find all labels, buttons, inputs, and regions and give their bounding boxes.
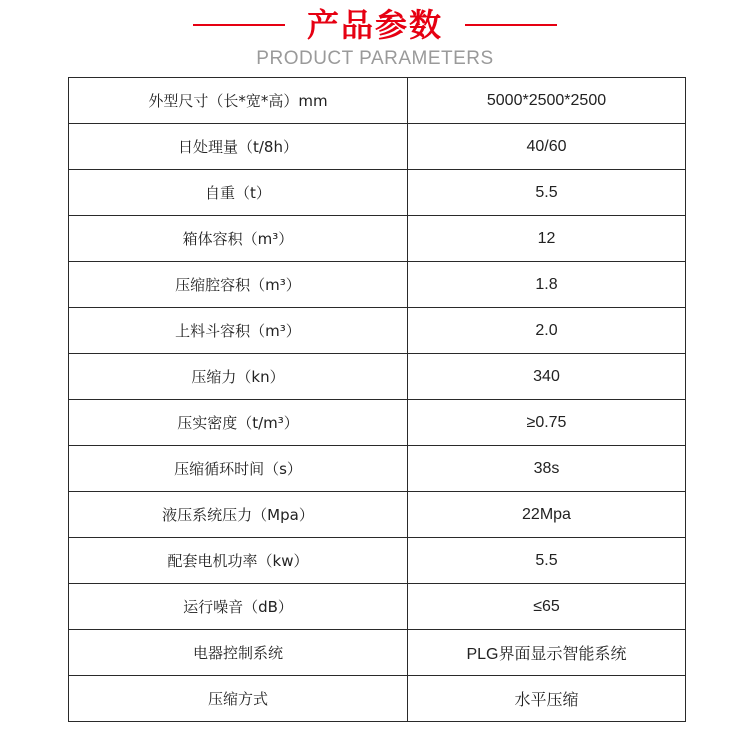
parameter-value: 12 <box>408 216 686 262</box>
parameter-label: 日处理量（t/8h） <box>69 124 408 170</box>
page-subtitle: PRODUCT PARAMETERS <box>256 48 494 69</box>
table-row <box>69 400 686 446</box>
parameter-value: 5.5 <box>408 170 686 216</box>
parameter-value: 5000*2500*2500 <box>408 78 686 124</box>
parameter-label: 压实密度（t/m³） <box>69 400 408 446</box>
parameter-label: 液压系统压力（Mpa） <box>69 492 408 538</box>
parameter-label: 配套电机功率（kw） <box>69 538 408 584</box>
table-row <box>69 446 686 492</box>
parameter-label: 压缩力（kn） <box>69 354 408 400</box>
table-row <box>69 630 686 676</box>
title-row <box>0 4 750 46</box>
parameter-label: 自重（t） <box>69 170 408 216</box>
parameter-value: 40/60 <box>408 124 686 170</box>
parameter-value: 340 <box>408 354 686 400</box>
page-title: 产品参数 <box>306 6 443 44</box>
table-row <box>69 78 686 124</box>
parameter-label: 运行噪音（dB） <box>69 584 408 630</box>
parameter-value: 2.0 <box>408 308 686 354</box>
parameter-label: 箱体容积（m³） <box>69 216 408 262</box>
table-row <box>69 538 686 584</box>
parameter-label: 上料斗容积（m³） <box>69 308 408 354</box>
table-row <box>69 216 686 262</box>
parameter-value: 水平压缩 <box>408 676 686 722</box>
parameters-table-body <box>69 78 686 722</box>
parameter-label: 外型尺寸（长*宽*高）mm <box>69 78 408 124</box>
header <box>0 0 750 72</box>
parameter-value: 5.5 <box>408 538 686 584</box>
table-row <box>69 124 686 170</box>
parameter-label: 电器控制系统 <box>69 630 408 676</box>
table-row <box>69 170 686 216</box>
parameter-label: 压缩循环时间（s） <box>69 446 408 492</box>
parameter-label: 压缩方式 <box>69 676 408 722</box>
table-row <box>69 676 686 722</box>
parameter-value: ≤65 <box>408 584 686 630</box>
title-left-line <box>193 24 285 26</box>
table-row <box>69 492 686 538</box>
parameter-value: 1.8 <box>408 262 686 308</box>
table-row <box>69 584 686 630</box>
parameters-table <box>68 77 686 722</box>
parameter-value: 38s <box>408 446 686 492</box>
table-row <box>69 308 686 354</box>
table-row <box>69 262 686 308</box>
parameter-value: ≥0.75 <box>408 400 686 446</box>
parameter-value: PLG界面显示智能系统 <box>408 630 686 676</box>
parameter-value: 22Mpa <box>408 492 686 538</box>
parameter-label: 压缩腔容积（m³） <box>69 262 408 308</box>
title-right-line <box>465 24 557 26</box>
table-row <box>69 354 686 400</box>
